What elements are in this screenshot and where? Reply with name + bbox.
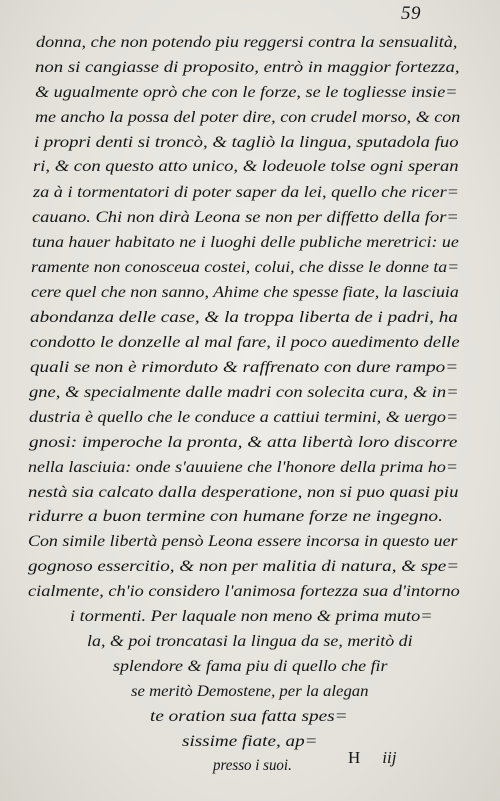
text-line: ridurre a buon termine con humane forze ne ingegno. <box>28 506 443 525</box>
text-line: tuna hauer habitato ne i luoghi delle publiche meretrici: ue <box>32 232 459 251</box>
text-line: donna, che non potendo piu reggersi contra la sensualità, <box>36 32 458 51</box>
text-line: sissime fiate, ap= <box>182 731 318 750</box>
text-line: me ancho la possa del poter dire, con crudel morso, & con <box>35 107 461 126</box>
text-line: gognoso essercitio, & non per malitia di natura, & spe= <box>28 556 460 575</box>
text-line: & ugualmente oprò che con le forze, se le togliesse insie= <box>35 82 458 101</box>
text-line: cere quel che non sanno, Ahime che spesse fiate, la lasciuia <box>31 282 459 301</box>
text-line: te oration sua fatta spes= <box>150 706 348 725</box>
text-line: ri, & con questo atto unico, & lodeuole tolse ogni speran <box>33 156 459 175</box>
text-line: gne, & specialmente dalle madri con solecita cura, & in= <box>29 382 459 401</box>
text-line: dustria è quello che le conduce a cattiui termini, & uergo= <box>29 407 459 426</box>
text-line: presso i suoi. <box>213 755 292 774</box>
signature-letter: H <box>348 748 361 767</box>
text-line: i propri denti si troncò, & tagliò la lingua, sputadola fuo <box>34 132 459 151</box>
text-line: condotto le donzelle al mal fare, il poco auedimento delle <box>30 332 460 351</box>
text-line: cauano. Chi non dirà Leona se non per diffetto della for= <box>32 207 459 226</box>
page-number: 59 <box>401 3 421 24</box>
text-line: nella lasciuia: onde s'auuiene che l'honore della prima ho= <box>28 457 458 476</box>
text-line: quali se non è rimorduto & raffrenato con dure rampo= <box>30 357 459 376</box>
signature-roman: iij <box>382 748 397 767</box>
text-line: i tormenti. Per laquale non meno & prima muto= <box>70 606 433 625</box>
text-line: non si cangiasse di proposito, entrò in maggior fortezza, <box>35 57 460 76</box>
signature-mark <box>348 748 396 768</box>
text-line: za à i tormentatori di poter saper da lei, quello che ricer= <box>33 182 459 201</box>
text-line: ramente non conosceua costei, colui, che disse le donne ta= <box>31 257 460 276</box>
text-line: Con simile libertà pensò Leona essere incorsa in questo uer <box>28 531 458 550</box>
text-line: la, & poi troncatasi la lingua da se, meritò di <box>87 631 413 650</box>
text-line: nestà sia calcato dalla desperatione, non si puo quasi piu <box>28 482 459 501</box>
text-line: se meritò Demostene, per la alegan <box>131 681 369 700</box>
text-line: cialmente, ch'io considero l'animosa fortezza sua d'intorno <box>28 581 460 600</box>
text-line: splendore & fama piu di quello che fir <box>113 656 388 675</box>
text-line: abondanza delle case, & la troppa liberta de i padri, ha <box>30 307 458 326</box>
text-line: gnosi: imperoche la pronta, & atta libertà loro discorre <box>29 432 458 451</box>
